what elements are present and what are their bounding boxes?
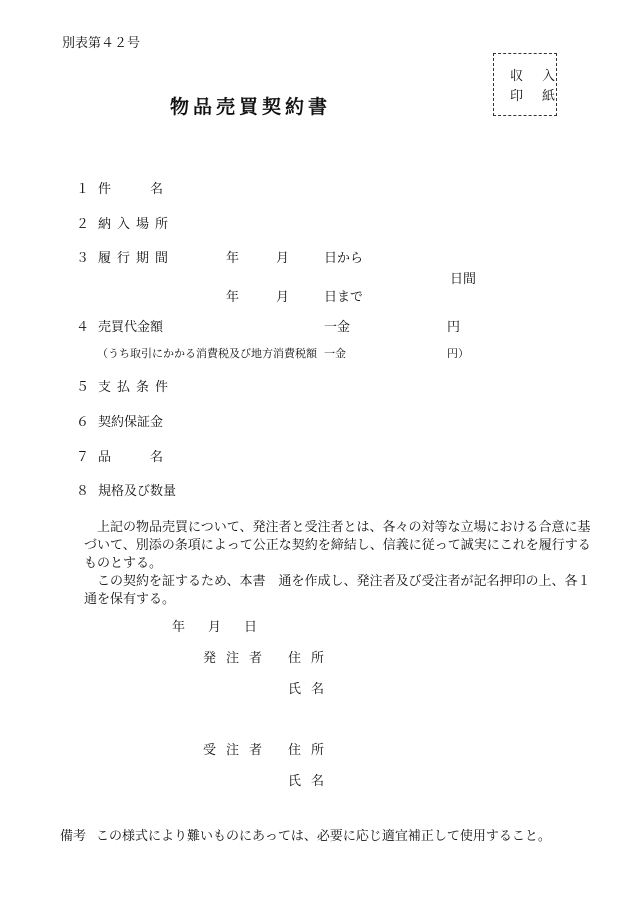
item-number: ４: [76, 320, 90, 335]
item-number: ２: [76, 217, 90, 232]
period-days: 日間: [450, 272, 477, 287]
orderer-address-label: 住所: [288, 651, 335, 666]
item-label-subject: 件 名: [98, 182, 164, 197]
document-title: 物品売買契約書: [170, 96, 332, 118]
price-yen: 円: [447, 320, 461, 335]
period-to-month: 月: [276, 290, 290, 305]
body-text-line: この契約を証するため、本書 通を作成し、発注者及び受注者が記名押印の上、各１: [97, 574, 591, 589]
period-from-year: 年: [226, 251, 240, 266]
date-year: 年: [172, 620, 186, 635]
body-text-line: 通を保有する。: [84, 592, 176, 607]
item-number: ８: [76, 484, 90, 499]
contractor-role: 受注者: [203, 743, 273, 758]
orderer-role: 発注者: [203, 651, 273, 666]
tax-kin: 一金: [324, 347, 346, 360]
item-label-delivery-place: 納入場所: [98, 217, 175, 232]
orderer-name-label: 氏名: [288, 682, 335, 697]
date-month: 月: [208, 620, 222, 635]
revenue-stamp-box: [493, 53, 557, 116]
item-number: ３: [76, 251, 90, 266]
item-label-period: 履行期間: [98, 251, 175, 266]
form-number: 別表第４２号: [62, 36, 141, 51]
tax-note: （うち取引にかかる消費税及び地方消費税額: [97, 347, 317, 360]
item-label-product-name: 品 名: [98, 450, 164, 465]
item-number: ６: [76, 415, 90, 430]
revenue-stamp-line1: 収 入: [510, 69, 559, 84]
tax-yen: 円）: [447, 347, 469, 360]
period-to-day: 日まで: [324, 290, 364, 305]
period-from-day: 日から: [324, 251, 364, 266]
body-text-line: づいて、別添の条項によって公正な契約を締結し、信義に従って誠実にこれを履行する: [84, 538, 591, 553]
price-kin: 一金: [324, 320, 351, 335]
body-text-line: 上記の物品売買について、発注者と受注者とは、各々の対等な立場における合意に基: [97, 520, 591, 535]
item-label-price: 売買代金額: [98, 320, 164, 335]
body-text-line: ものとする。: [84, 556, 163, 571]
date-day: 日: [244, 620, 258, 635]
item-number: ５: [76, 380, 90, 395]
item-number: ７: [76, 450, 90, 465]
item-label-payment-terms: 支払条件: [98, 380, 175, 395]
contractor-address-label: 住所: [288, 743, 335, 758]
period-to-year: 年: [226, 290, 240, 305]
remarks-label: 備考: [60, 829, 87, 844]
item-number: １: [76, 182, 90, 197]
item-label-specs-quantity: 規格及び数量: [98, 484, 177, 499]
remarks-text: この様式により難いものにあっては、必要に応じ適宜補正して使用すること。: [96, 829, 551, 844]
revenue-stamp-line2: 印 紙: [510, 89, 559, 104]
contractor-name-label: 氏名: [288, 774, 335, 789]
item-label-deposit: 契約保証金: [98, 415, 164, 430]
period-from-month: 月: [276, 251, 290, 266]
